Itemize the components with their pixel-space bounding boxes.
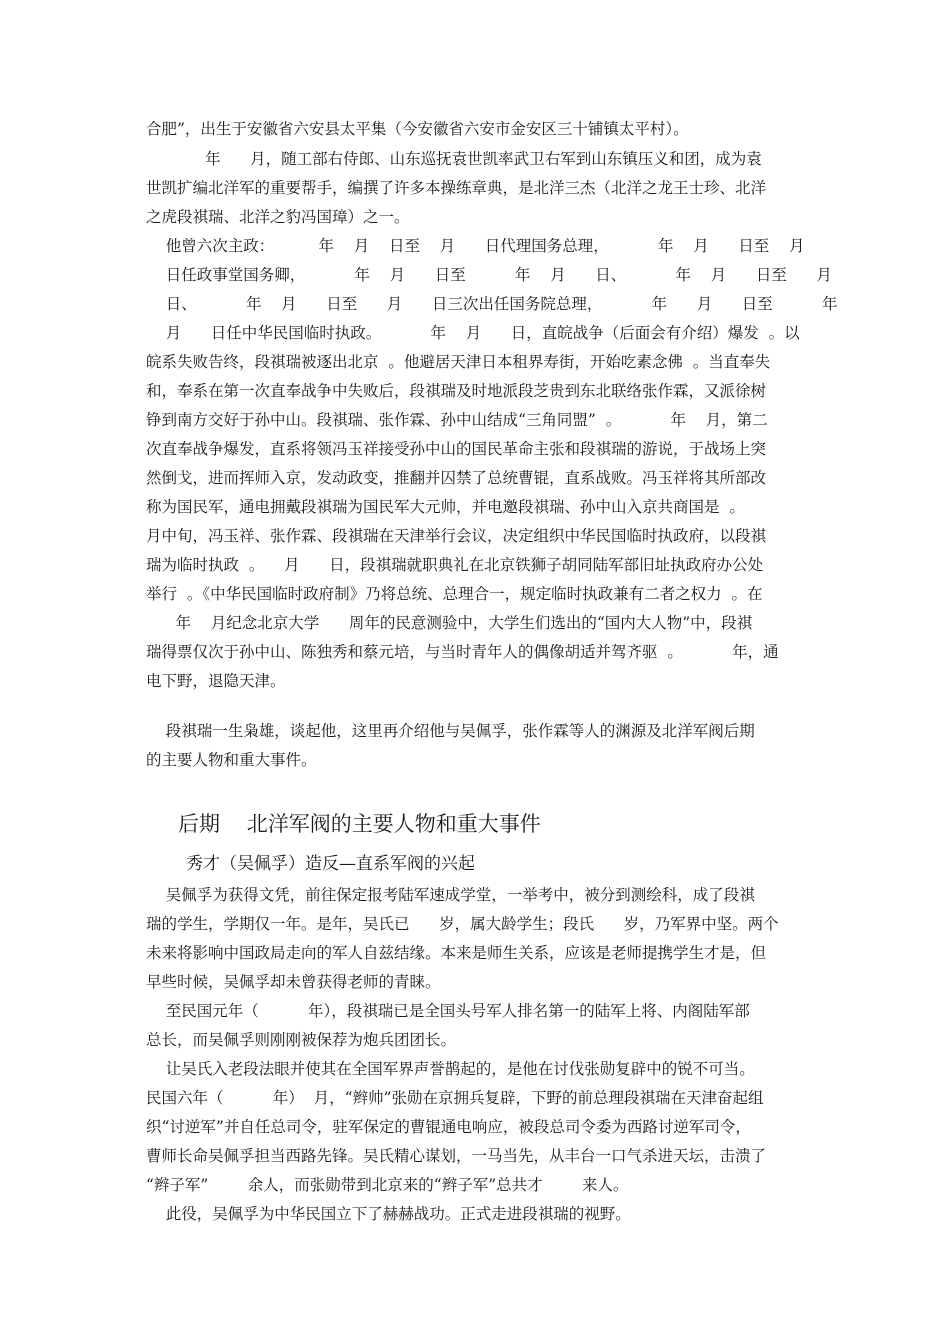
text-line: 曹师长命吴佩孚担当西路先锋。吴氏精心谋划，一马当先，从丰台一口气杀进天坛，击溃了 (146, 1147, 767, 1165)
text-line: 未来将影响中国政局走向的军人自兹结缘。本来是师生关系，应该是老师提携学生才是，但 (146, 944, 767, 962)
text-line: 让吴氏入老段法眼并使其在全国军界声誉鹊起的，是他在讨伐张勋复辟中的锐不可当。 (146, 1060, 755, 1078)
text-line: 电下野，退隐天津。 (146, 672, 286, 690)
text-line: 称为国民军，通电拥戴段祺瑞为国民军大元帅，并电邀段祺瑞、孙中山入京共商国是 。 (146, 498, 745, 516)
text-line: 他曾六次主政： 年 月 日至 月 日代理国务总理， 年 月 日至 月 (146, 237, 805, 255)
text-line: 月 日任中华民国临时执政。 年 月 日，直皖战争（后面会有介绍）爆发 。以 (146, 324, 800, 342)
text-line: 世凯扩编北洋军的重要帮手，编撰了许多本操练章典，是北洋三杰（北洋之龙王士珍、北洋 (146, 179, 767, 197)
text-line: 合肥”，出生于安徽省六安县太平集（今安徽省六安市金安区三十铺镇太平村）。 (146, 120, 689, 138)
text-line: 瑞的学生，学期仅一年。是年，吴氏已 岁，属大龄学生；段氏 岁，乃军界中坚。两个 (146, 915, 779, 933)
text-line: “辫子军” 余人，而张勋带到北京来的“辫子军”总共才 来人。 (146, 1176, 629, 1194)
text-line: 然倒戈，进而挥师入京，发动政变，推翻并囚禁了总统曹锟，直系战败。冯玉祥将其所部改 (146, 469, 767, 487)
text-line: 铮到南方交好于孙中山。段祺瑞、张作霖、孙中山结成“三角同盟” 。 年 月，第二 (146, 411, 768, 429)
text-line: 日任政事堂国务卿， 年 月 日至 年 月 日、 年 月 日至 月 (146, 266, 832, 284)
text-line: 瑞为临时执政 。 月 日，段祺瑞就职典礼在北京铁狮子胡同陆军部旧址执政府办公处 (146, 556, 764, 574)
text-line: 吴佩孚为获得文凭，前往保定报考陆军速成学堂，一举考中，被分到测绘科，成了段祺 (146, 886, 755, 904)
text-line: 民国六年（ 年） 月，“辫帅”张勋在京拥兵复辟，下野的前总理段祺瑞在天津奋起组 (146, 1089, 764, 1107)
text-line: 年 月纪念北京大学 周年的民意测验中，大学生们选出的“国内大人物”中，段祺 (146, 614, 753, 632)
text-line: 织“讨逆军”并自任总司令，驻军保定的曹锟通电响应，被段总司令委为西路讨逆军司令， (146, 1118, 751, 1136)
section-heading: 后期 北洋军阀的主要人物和重大事件 (178, 812, 541, 836)
text-line: 月中旬，冯玉祥、张作霖、段祺瑞在天津举行会议，决定组织中华民国临时执政府，以段祺 (146, 527, 767, 545)
text-line: 皖系失败告终，段祺瑞被逐出北京 。他避居天津日本租界寿街，开始吃素念佛 。当直奉失 (146, 353, 771, 371)
text-line: 举行 。《中华民国临时政府制》乃将总统、总理合一，规定临时执政兼有二者之权力 。在 (146, 585, 763, 603)
text-line: 日、 年 月 日至 月 日三次出任国务院总理， 年 月 日至 年 (146, 295, 838, 313)
text-line: 和，奉系在第一次直奉战争中失败后，段祺瑞及时地派段芝贵到东北联络张作霖，又派徐树 (146, 382, 767, 400)
text-line: 段祺瑞一生枭雄，谈起他，这里再介绍他与吴佩孚，张作霖等人的渊源及北洋军阀后期 (146, 722, 755, 740)
text-line: 年 月，随工部右侍郎、山东巡抚袁世凯率武卫右军到山东镇压义和团，成为袁 (146, 150, 762, 168)
subsection-heading: 秀才（吴佩孚）造反—直系军阀的兴起 (186, 854, 475, 874)
text-line: 次直奉战争爆发，直系将领冯玉祥接受孙中山的国民革命主张和段祺瑞的游说，于战场上突 (146, 440, 767, 458)
text-line: 至民国元年（ 年），段祺瑞已是全国头号军人排名第一的陆军上将、内阁陆军部 (146, 1002, 750, 1020)
text-line: 总长，而吴佩孚则刚刚被保荐为炮兵团团长。 (146, 1031, 457, 1049)
text-line: 的主要人物和重大事件。 (146, 751, 317, 769)
text-line: 此役，吴佩孚为中华民国立下了赫赫战功。正式走进段祺瑞的视野。 (146, 1205, 631, 1223)
text-line: 早些时候，吴佩孚却未曾获得老师的青睐。 (146, 973, 441, 991)
text-line: 之虎段祺瑞、北洋之豹冯国璋）之一。 (146, 208, 410, 226)
text-line: 瑞得票仅次于孙中山、陈独秀和蔡元培，与当时青年人的偶像胡适并驾齐驱 。 年，通 (146, 643, 779, 661)
